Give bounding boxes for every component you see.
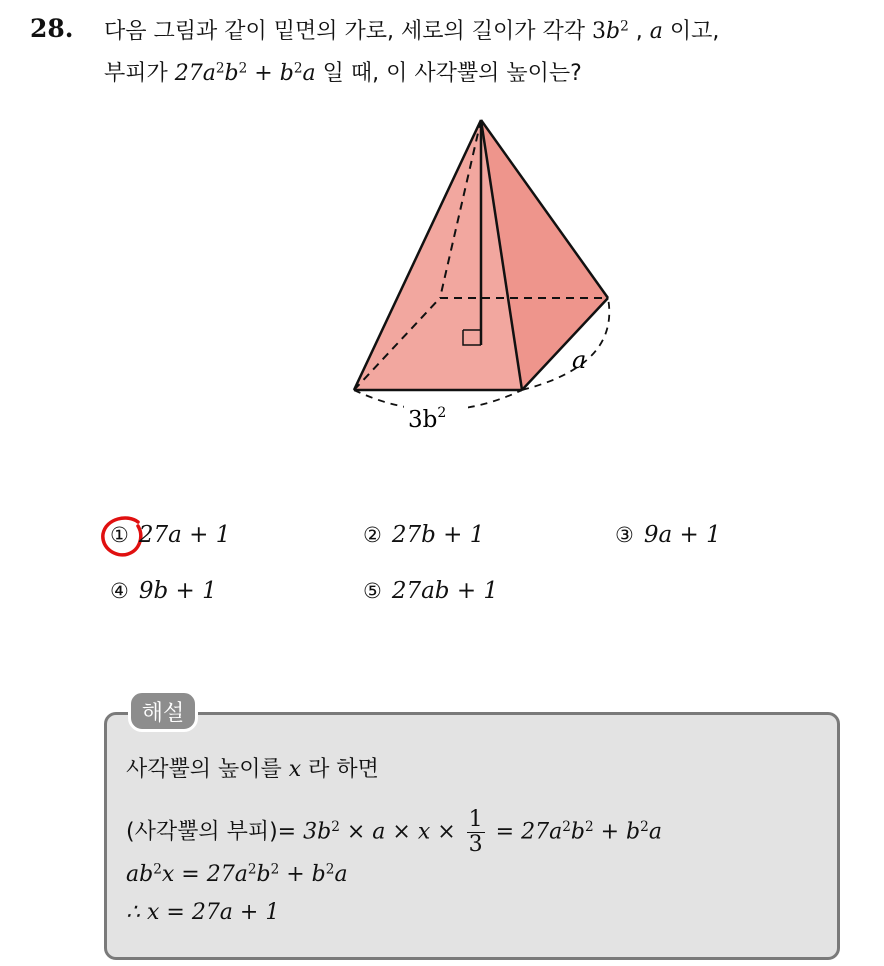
choice-4[interactable] xyxy=(110,578,217,604)
solution-line-1 xyxy=(126,752,379,783)
solution-expr-part: x = 27a xyxy=(161,862,248,887)
question-text-2: 부피가 xyxy=(104,61,175,86)
fraction-denominator: 3 xyxy=(468,832,483,857)
solution-expr-part: + b xyxy=(593,819,641,845)
solution-exp: 2 xyxy=(640,819,649,835)
choice-5-text: 27ab + 1 xyxy=(391,578,499,604)
depth-var: a xyxy=(649,19,663,44)
solution-expr-part: ab xyxy=(126,862,154,887)
choice-5[interactable] xyxy=(363,578,498,604)
solution-exp: 2 xyxy=(247,861,257,878)
question-sep: , xyxy=(628,19,650,44)
volume-term-1: 27a xyxy=(174,61,216,86)
volume-exp-2: 2 xyxy=(238,60,248,77)
solution-expr-part: b xyxy=(256,862,271,887)
volume-term-3: + b xyxy=(247,61,294,86)
fraction-numerator: 1 xyxy=(468,807,483,832)
question-text-1: 다음 그림과 같이 밑면의 가로, 세로의 길이가 각각 xyxy=(104,19,592,44)
solution-expr-part: = 3b xyxy=(277,819,332,845)
question-line-2 xyxy=(104,56,582,87)
solution-expr-part: + b xyxy=(279,862,326,887)
solution-exp: 2 xyxy=(270,861,280,878)
solution-expr-part: a xyxy=(648,819,662,845)
solution-text-end: 라 하면 xyxy=(301,757,379,782)
solution-exp: 2 xyxy=(153,861,162,878)
solution-exp: 2 xyxy=(562,819,571,835)
solution-expr-part: a xyxy=(334,862,348,887)
solution-fraction xyxy=(467,808,485,857)
solution-var: x xyxy=(288,757,302,782)
choice-4-text: 9b + 1 xyxy=(138,578,217,604)
choice-1-number: ① xyxy=(110,523,129,547)
choice-5-number: ⑤ xyxy=(363,579,382,603)
pyramid-figure xyxy=(320,100,640,440)
question-number: 28. xyxy=(30,14,74,43)
choice-4-number: ④ xyxy=(110,579,129,603)
solution-expr-part: b xyxy=(570,819,585,845)
solution-line-4: ∴ x = 27a + 1 xyxy=(126,900,280,925)
solution-exp: 2 xyxy=(331,819,340,835)
depth-label: a xyxy=(572,346,587,374)
question-line-1 xyxy=(104,14,719,45)
choice-1-text: 27a + 1 xyxy=(138,522,231,548)
solution-volume-label: (사각뿔의 부피) xyxy=(126,819,278,845)
volume-term-4: a xyxy=(302,61,316,86)
solution-line-2 xyxy=(126,808,662,857)
solution-tag: 해설 xyxy=(128,690,198,732)
solution-exp: 2 xyxy=(325,861,335,878)
choice-3-number: ③ xyxy=(615,523,634,547)
solution-expr-part: = 27a xyxy=(488,819,563,845)
choice-1[interactable] xyxy=(110,522,230,548)
width-exp: 2 xyxy=(620,18,629,35)
choice-3-text: 9a + 1 xyxy=(643,522,721,548)
width-coef: 3 xyxy=(591,19,606,44)
volume-term-2: b xyxy=(224,61,239,86)
solution-exp: 2 xyxy=(584,819,594,835)
choice-2[interactable] xyxy=(363,522,484,548)
volume-exp-1: 2 xyxy=(215,60,225,77)
volume-exp-3: 2 xyxy=(293,60,303,77)
question-text-1-end: 이고, xyxy=(662,19,720,44)
width-label: $3b^2$ xyxy=(408,405,447,433)
choice-3[interactable] xyxy=(615,522,721,548)
choice-2-text: 27b + 1 xyxy=(391,522,485,548)
solution-expr-part: × a × x × xyxy=(339,819,463,845)
solution-text: 사각뿔의 높이를 xyxy=(126,757,289,782)
solution-line-3 xyxy=(126,862,348,887)
width-var: b xyxy=(605,19,621,44)
question-text-2-end: 일 때, 이 사각뿔의 높이는? xyxy=(315,61,582,86)
choice-2-number: ② xyxy=(363,523,382,547)
